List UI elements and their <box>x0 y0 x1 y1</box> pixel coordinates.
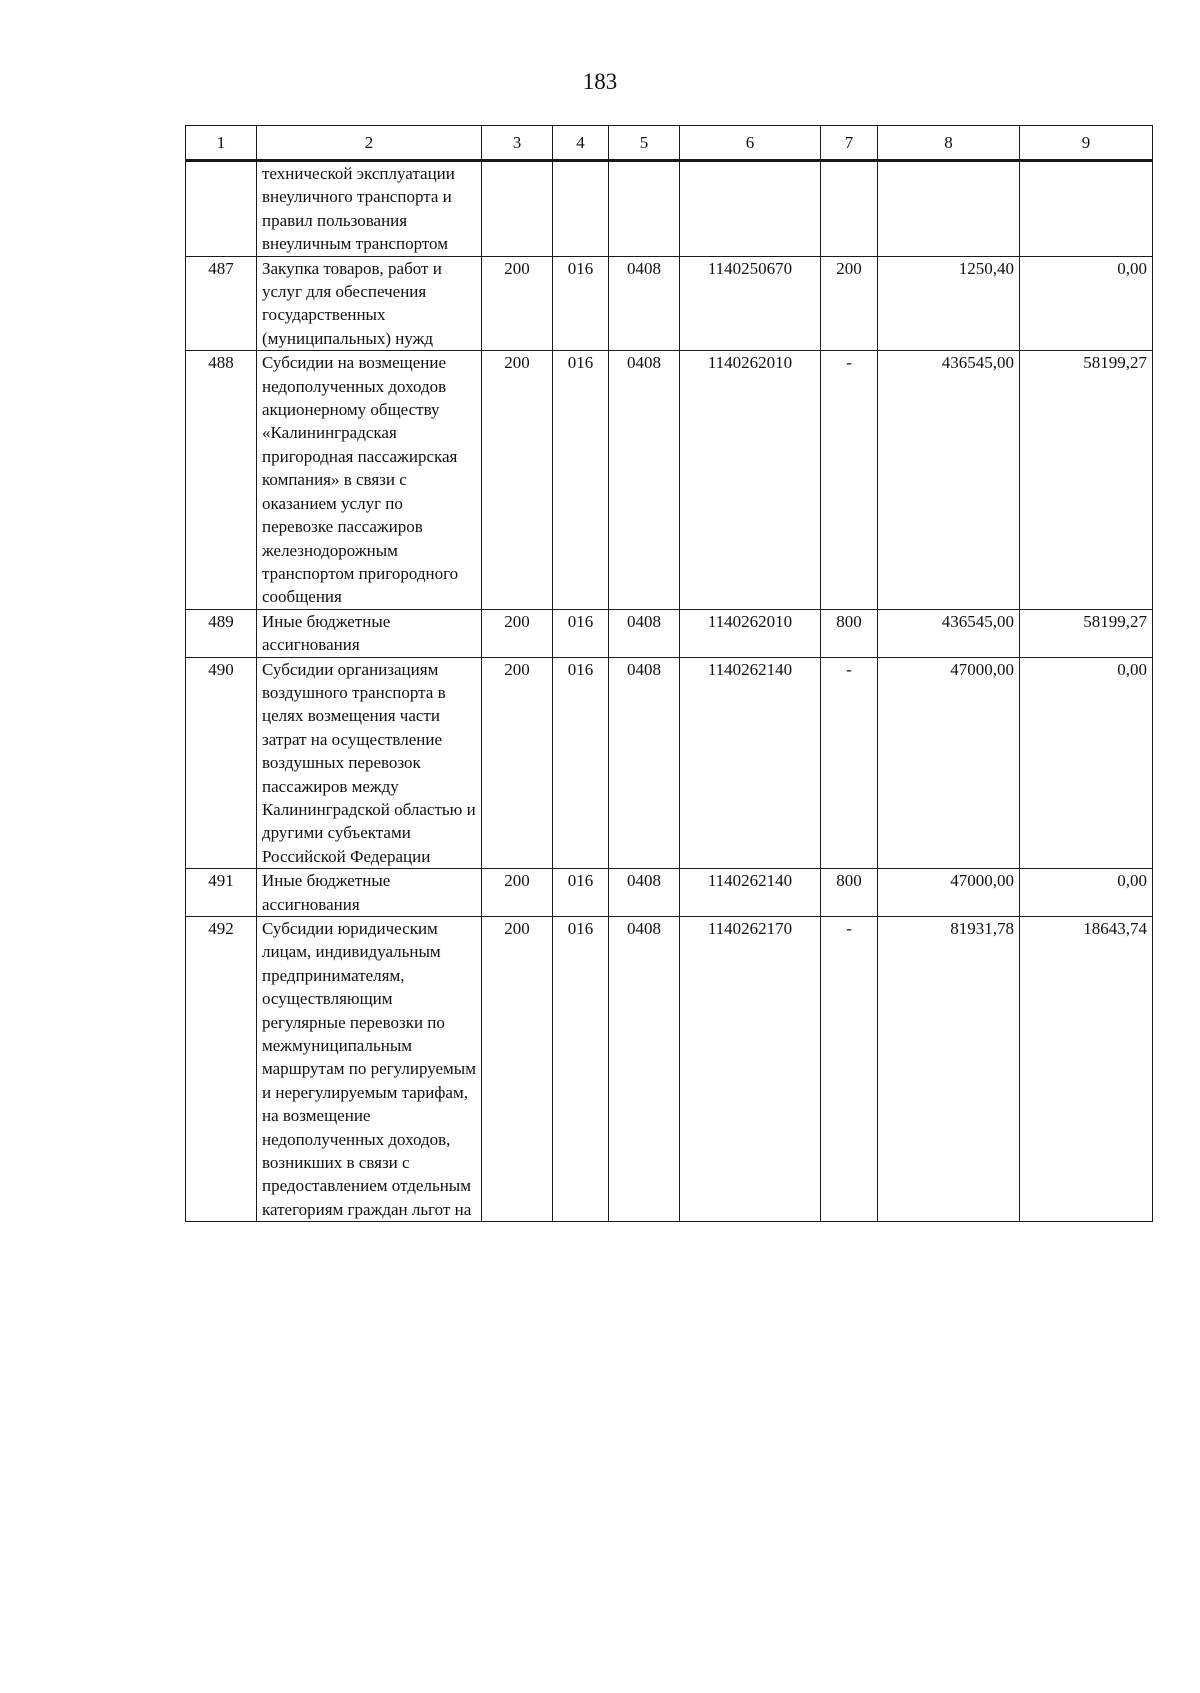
table-row <box>186 351 1153 609</box>
header-cell: 4 <box>553 126 609 161</box>
header-row <box>186 126 1153 161</box>
cell-col6: 1140262140 <box>680 657 821 869</box>
cell-col4: 016 <box>553 351 609 609</box>
header-cell: 2 <box>257 126 482 161</box>
row-number: 492 <box>186 917 257 1222</box>
cell-col5: 0408 <box>609 917 680 1222</box>
cell-col8: 47000,00 <box>878 869 1020 917</box>
cell-col6: 1140262140 <box>680 869 821 917</box>
cell-col7: 800 <box>821 609 878 657</box>
row-name: Закупка товаров, работ и услуг для обеспечения государственных (муниципальных) нужд <box>257 256 482 351</box>
cell-col3: 200 <box>482 657 553 869</box>
cell-col4: 016 <box>553 256 609 351</box>
cell-col5: 0408 <box>609 256 680 351</box>
cell-col3: 200 <box>482 256 553 351</box>
cell-col8 <box>878 161 1020 257</box>
cell-col9: 0,00 <box>1020 869 1153 917</box>
row-name: технической эксплуатации внеуличного транспорта и правил пользования внеуличным транспортом <box>257 161 482 257</box>
table-row <box>186 256 1153 351</box>
cell-col7: - <box>821 917 878 1222</box>
header-cell: 6 <box>680 126 821 161</box>
row-number: 491 <box>186 869 257 917</box>
row-name: Субсидии организациям воздушного транспорта в целях возмещения части затрат на осуществление воздушных перевозок пассажиров между Калининградской областью и другими субъектами Российской Федерации <box>257 657 482 869</box>
cell-col3 <box>482 161 553 257</box>
cell-col7 <box>821 161 878 257</box>
cell-col8: 436545,00 <box>878 609 1020 657</box>
cell-col8: 47000,00 <box>878 657 1020 869</box>
row-name: Субсидии на возмещение недополученных доходов акционерному обществу «Калининградская пригородная пассажирская компания» в связи с оказанием услуг по перевозке пассажиров железнодорожным транспортом пригородного сообщения <box>257 351 482 609</box>
cell-col7: 200 <box>821 256 878 351</box>
row-number: 490 <box>186 657 257 869</box>
cell-col6: 1140262010 <box>680 351 821 609</box>
header-cell: 7 <box>821 126 878 161</box>
row-name: Иные бюджетные ассигнования <box>257 609 482 657</box>
cell-col5: 0408 <box>609 869 680 917</box>
table-row <box>186 917 1153 1222</box>
cell-col4: 016 <box>553 917 609 1222</box>
cell-col4: 016 <box>553 657 609 869</box>
cell-col9: 0,00 <box>1020 657 1153 869</box>
cell-col9: 0,00 <box>1020 256 1153 351</box>
cell-col7: 800 <box>821 869 878 917</box>
cell-col6: 1140262170 <box>680 917 821 1222</box>
cell-col3: 200 <box>482 609 553 657</box>
cell-col8: 436545,00 <box>878 351 1020 609</box>
cell-col8: 81931,78 <box>878 917 1020 1222</box>
row-number: 489 <box>186 609 257 657</box>
cell-col5: 0408 <box>609 657 680 869</box>
cell-col4 <box>553 161 609 257</box>
cell-col5: 0408 <box>609 351 680 609</box>
cell-col4: 016 <box>553 609 609 657</box>
cell-col9: 18643,74 <box>1020 917 1153 1222</box>
cell-col4: 016 <box>553 869 609 917</box>
budget-table <box>185 125 1153 1222</box>
row-name: Субсидии юридическим лицам, индивидуальным предпринимателям, осуществляющим регулярные перевозки по межмуниципальным маршрутам по регулируемым и нерегулируемым тарифам, на возмещение недополученных доходов, возникших в связи с предоставлением отдельным категориям граждан льгот на <box>257 917 482 1222</box>
cell-col9: 58199,27 <box>1020 351 1153 609</box>
row-name: Иные бюджетные ассигнования <box>257 869 482 917</box>
row-number <box>186 161 257 257</box>
cell-col7: - <box>821 351 878 609</box>
header-cell: 1 <box>186 126 257 161</box>
cell-col9 <box>1020 161 1153 257</box>
cell-col7: - <box>821 657 878 869</box>
row-number: 487 <box>186 256 257 351</box>
header-cell: 3 <box>482 126 553 161</box>
header-cell: 9 <box>1020 126 1153 161</box>
cell-col6: 1140262010 <box>680 609 821 657</box>
header-cell: 5 <box>609 126 680 161</box>
cell-col6: 1140250670 <box>680 256 821 351</box>
cell-col5 <box>609 161 680 257</box>
cell-col9: 58199,27 <box>1020 609 1153 657</box>
cell-col3: 200 <box>482 351 553 609</box>
table-row <box>186 657 1153 869</box>
cell-col6 <box>680 161 821 257</box>
row-number: 488 <box>186 351 257 609</box>
cell-col8: 1250,40 <box>878 256 1020 351</box>
cell-col3: 200 <box>482 869 553 917</box>
header-cell: 8 <box>878 126 1020 161</box>
table-row <box>186 161 1153 257</box>
table-row <box>186 869 1153 917</box>
cell-col5: 0408 <box>609 609 680 657</box>
table-row <box>186 609 1153 657</box>
cell-col3: 200 <box>482 917 553 1222</box>
page-number: 183 <box>582 69 618 94</box>
